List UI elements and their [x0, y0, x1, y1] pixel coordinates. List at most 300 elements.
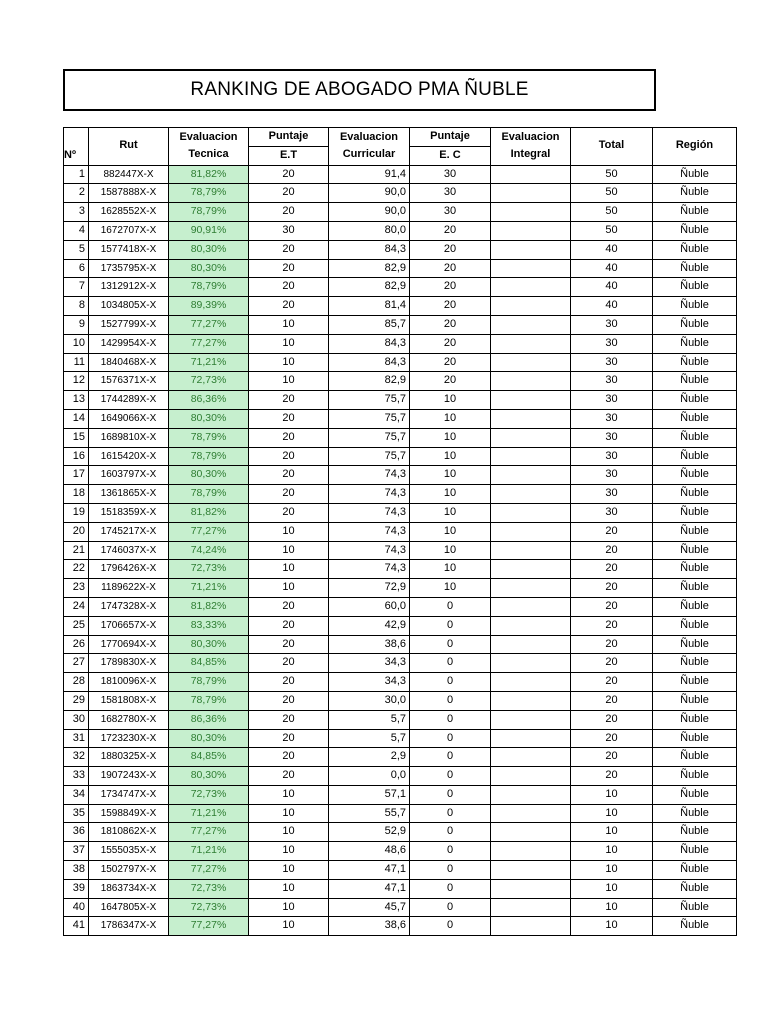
header-eval-curricular-top: Evaluacion	[329, 128, 410, 147]
header-puntaje-et-top: Puntaje	[249, 128, 329, 147]
cell-rut: 1628552X-X	[89, 203, 169, 222]
cell-eval-curricular: 72,9	[329, 579, 410, 598]
cell-no: 11	[64, 353, 89, 372]
cell-rut: 1770694X-X	[89, 635, 169, 654]
cell-eval-curricular: 5,7	[329, 710, 410, 729]
cell-eval-integral	[491, 597, 571, 616]
cell-no: 35	[64, 804, 89, 823]
cell-rut: 1723230X-X	[89, 729, 169, 748]
cell-region: Ñuble	[653, 861, 737, 880]
cell-rut: 1880325X-X	[89, 748, 169, 767]
cell-total: 20	[571, 654, 653, 673]
cell-region: Ñuble	[653, 560, 737, 579]
cell-total: 30	[571, 334, 653, 353]
table-row	[64, 597, 737, 616]
header-eval-curricular-bottom: Curricular	[329, 146, 410, 165]
cell-region: Ñuble	[653, 409, 737, 428]
table-row	[64, 710, 737, 729]
cell-region: Ñuble	[653, 503, 737, 522]
cell-total: 10	[571, 785, 653, 804]
cell-no: 15	[64, 428, 89, 447]
cell-rut: 1706657X-X	[89, 616, 169, 635]
table-row	[64, 203, 737, 222]
cell-total: 20	[571, 729, 653, 748]
cell-region: Ñuble	[653, 898, 737, 917]
cell-eval-tecnica: 77,27%	[169, 917, 249, 936]
cell-eval-tecnica: 89,39%	[169, 297, 249, 316]
cell-puntaje-et: 20	[249, 748, 329, 767]
cell-region: Ñuble	[653, 221, 737, 240]
table-row	[64, 221, 737, 240]
cell-eval-curricular: 81,4	[329, 297, 410, 316]
cell-puntaje-ec: 0	[410, 673, 491, 692]
header-eval-integral-bottom: Integral	[491, 146, 571, 165]
cell-eval-curricular: 90,0	[329, 203, 410, 222]
cell-eval-tecnica: 71,21%	[169, 579, 249, 598]
cell-rut: 1682780X-X	[89, 710, 169, 729]
cell-total: 40	[571, 240, 653, 259]
cell-eval-tecnica: 83,33%	[169, 616, 249, 635]
table-row	[64, 673, 737, 692]
table-row	[64, 898, 737, 917]
cell-total: 30	[571, 391, 653, 410]
cell-puntaje-et: 10	[249, 353, 329, 372]
cell-eval-integral	[491, 203, 571, 222]
cell-puntaje-et: 20	[249, 278, 329, 297]
cell-eval-integral	[491, 842, 571, 861]
cell-total: 10	[571, 861, 653, 880]
page-title: RANKING DE ABOGADO PMA ÑUBLE	[63, 69, 656, 111]
cell-region: Ñuble	[653, 597, 737, 616]
cell-puntaje-ec: 0	[410, 635, 491, 654]
table-row	[64, 184, 737, 203]
cell-rut: 1734747X-X	[89, 785, 169, 804]
cell-puntaje-et: 20	[249, 165, 329, 184]
cell-no: 5	[64, 240, 89, 259]
cell-total: 20	[571, 635, 653, 654]
cell-puntaje-et: 20	[249, 691, 329, 710]
cell-puntaje-et: 20	[249, 240, 329, 259]
cell-eval-integral	[491, 221, 571, 240]
cell-eval-curricular: 42,9	[329, 616, 410, 635]
cell-region: Ñuble	[653, 616, 737, 635]
cell-region: Ñuble	[653, 635, 737, 654]
cell-no: 23	[64, 579, 89, 598]
cell-eval-integral	[491, 485, 571, 504]
cell-puntaje-ec: 10	[410, 579, 491, 598]
cell-eval-integral	[491, 560, 571, 579]
cell-puntaje-ec: 0	[410, 879, 491, 898]
cell-region: Ñuble	[653, 240, 737, 259]
cell-eval-curricular: 75,7	[329, 409, 410, 428]
cell-eval-integral	[491, 654, 571, 673]
table-row	[64, 165, 737, 184]
cell-total: 10	[571, 917, 653, 936]
cell-no: 37	[64, 842, 89, 861]
cell-total: 10	[571, 842, 653, 861]
cell-eval-tecnica: 80,30%	[169, 259, 249, 278]
cell-region: Ñuble	[653, 579, 737, 598]
cell-eval-tecnica: 78,79%	[169, 184, 249, 203]
cell-eval-curricular: 84,3	[329, 334, 410, 353]
cell-rut: 1576371X-X	[89, 372, 169, 391]
cell-region: Ñuble	[653, 485, 737, 504]
cell-total: 10	[571, 804, 653, 823]
header-eval-integral-top: Evaluacion	[491, 128, 571, 147]
cell-region: Ñuble	[653, 804, 737, 823]
cell-puntaje-ec: 0	[410, 691, 491, 710]
cell-puntaje-ec: 10	[410, 428, 491, 447]
cell-puntaje-ec: 0	[410, 597, 491, 616]
cell-region: Ñuble	[653, 729, 737, 748]
cell-eval-tecnica: 86,36%	[169, 710, 249, 729]
cell-eval-curricular: 45,7	[329, 898, 410, 917]
cell-eval-integral	[491, 334, 571, 353]
cell-rut: 1810096X-X	[89, 673, 169, 692]
cell-puntaje-ec: 0	[410, 842, 491, 861]
cell-eval-curricular: 34,3	[329, 673, 410, 692]
cell-eval-curricular: 57,1	[329, 785, 410, 804]
header-puntaje-ec-bottom: E. C	[410, 146, 491, 165]
cell-rut: 1840468X-X	[89, 353, 169, 372]
cell-eval-tecnica: 72,73%	[169, 898, 249, 917]
cell-eval-tecnica: 80,30%	[169, 767, 249, 786]
header-eval-tecnica-bottom: Tecnica	[169, 146, 249, 165]
cell-region: Ñuble	[653, 334, 737, 353]
cell-rut: 1789830X-X	[89, 654, 169, 673]
cell-eval-tecnica: 78,79%	[169, 485, 249, 504]
cell-puntaje-ec: 20	[410, 315, 491, 334]
cell-puntaje-ec: 0	[410, 861, 491, 880]
cell-rut: 1735795X-X	[89, 259, 169, 278]
cell-puntaje-ec: 0	[410, 729, 491, 748]
table-row	[64, 485, 737, 504]
cell-rut: 1587888X-X	[89, 184, 169, 203]
cell-region: Ñuble	[653, 823, 737, 842]
cell-eval-tecnica: 71,21%	[169, 353, 249, 372]
cell-total: 50	[571, 165, 653, 184]
cell-no: 8	[64, 297, 89, 316]
cell-total: 30	[571, 447, 653, 466]
cell-eval-curricular: 74,3	[329, 522, 410, 541]
cell-rut: 1747328X-X	[89, 597, 169, 616]
table-row	[64, 879, 737, 898]
table-row	[64, 804, 737, 823]
cell-region: Ñuble	[653, 691, 737, 710]
cell-eval-tecnica: 84,85%	[169, 654, 249, 673]
cell-eval-curricular: 55,7	[329, 804, 410, 823]
cell-puntaje-et: 20	[249, 428, 329, 447]
cell-puntaje-et: 20	[249, 597, 329, 616]
cell-rut: 1577418X-X	[89, 240, 169, 259]
cell-no: 38	[64, 861, 89, 880]
cell-puntaje-et: 10	[249, 785, 329, 804]
cell-puntaje-et: 10	[249, 842, 329, 861]
cell-eval-curricular: 38,6	[329, 635, 410, 654]
cell-eval-integral	[491, 748, 571, 767]
cell-puntaje-et: 10	[249, 879, 329, 898]
table-row	[64, 635, 737, 654]
cell-rut: 1429954X-X	[89, 334, 169, 353]
cell-region: Ñuble	[653, 278, 737, 297]
cell-total: 20	[571, 522, 653, 541]
cell-puntaje-ec: 20	[410, 278, 491, 297]
cell-puntaje-ec: 20	[410, 221, 491, 240]
cell-puntaje-et: 10	[249, 917, 329, 936]
cell-no: 1	[64, 165, 89, 184]
table-row	[64, 353, 737, 372]
cell-eval-tecnica: 84,85%	[169, 748, 249, 767]
cell-total: 30	[571, 428, 653, 447]
cell-rut: 1672707X-X	[89, 221, 169, 240]
cell-eval-tecnica: 80,30%	[169, 466, 249, 485]
cell-eval-integral	[491, 278, 571, 297]
cell-puntaje-et: 20	[249, 297, 329, 316]
cell-puntaje-ec: 10	[410, 522, 491, 541]
table-row	[64, 748, 737, 767]
cell-region: Ñuble	[653, 315, 737, 334]
cell-puntaje-ec: 20	[410, 353, 491, 372]
cell-total: 30	[571, 466, 653, 485]
cell-eval-integral	[491, 259, 571, 278]
cell-total: 20	[571, 767, 653, 786]
cell-puntaje-ec: 20	[410, 372, 491, 391]
cell-eval-curricular: 75,7	[329, 428, 410, 447]
cell-puntaje-ec: 10	[410, 541, 491, 560]
cell-puntaje-et: 10	[249, 334, 329, 353]
cell-eval-tecnica: 72,73%	[169, 879, 249, 898]
cell-no: 10	[64, 334, 89, 353]
cell-eval-integral	[491, 165, 571, 184]
cell-no: 25	[64, 616, 89, 635]
table-row	[64, 315, 737, 334]
cell-total: 20	[571, 748, 653, 767]
header-puntaje-et-bottom: E.T	[249, 146, 329, 165]
cell-no: 17	[64, 466, 89, 485]
cell-region: Ñuble	[653, 466, 737, 485]
cell-total: 30	[571, 485, 653, 504]
cell-eval-curricular: 84,3	[329, 240, 410, 259]
cell-region: Ñuble	[653, 785, 737, 804]
cell-eval-curricular: 75,7	[329, 391, 410, 410]
cell-no: 7	[64, 278, 89, 297]
cell-eval-tecnica: 78,79%	[169, 278, 249, 297]
cell-rut: 1810862X-X	[89, 823, 169, 842]
cell-eval-curricular: 74,3	[329, 466, 410, 485]
cell-puntaje-et: 20	[249, 503, 329, 522]
cell-puntaje-et: 20	[249, 447, 329, 466]
cell-total: 10	[571, 823, 653, 842]
cell-region: Ñuble	[653, 353, 737, 372]
cell-eval-tecnica: 77,27%	[169, 334, 249, 353]
cell-total: 30	[571, 503, 653, 522]
cell-puntaje-et: 10	[249, 560, 329, 579]
cell-total: 50	[571, 203, 653, 222]
cell-eval-curricular: 75,7	[329, 447, 410, 466]
cell-total: 20	[571, 691, 653, 710]
cell-puntaje-ec: 0	[410, 616, 491, 635]
cell-rut: 1189622X-X	[89, 579, 169, 598]
cell-puntaje-et: 30	[249, 221, 329, 240]
cell-puntaje-ec: 0	[410, 654, 491, 673]
cell-rut: 882447X-X	[89, 165, 169, 184]
cell-puntaje-et: 20	[249, 409, 329, 428]
cell-puntaje-ec: 0	[410, 804, 491, 823]
cell-total: 50	[571, 221, 653, 240]
cell-puntaje-ec: 10	[410, 485, 491, 504]
cell-region: Ñuble	[653, 165, 737, 184]
cell-eval-tecnica: 78,79%	[169, 691, 249, 710]
cell-puntaje-et: 20	[249, 616, 329, 635]
table-row	[64, 541, 737, 560]
cell-eval-curricular: 82,9	[329, 278, 410, 297]
cell-eval-integral	[491, 466, 571, 485]
table-row	[64, 823, 737, 842]
cell-puntaje-ec: 10	[410, 391, 491, 410]
header-puntaje-ec-top: Puntaje	[410, 128, 491, 147]
cell-eval-tecnica: 77,27%	[169, 315, 249, 334]
cell-region: Ñuble	[653, 259, 737, 278]
cell-eval-integral	[491, 823, 571, 842]
cell-eval-integral	[491, 522, 571, 541]
cell-puntaje-ec: 20	[410, 240, 491, 259]
cell-no: 33	[64, 767, 89, 786]
cell-puntaje-et: 10	[249, 372, 329, 391]
cell-eval-tecnica: 74,24%	[169, 541, 249, 560]
cell-no: 18	[64, 485, 89, 504]
header-rut: Rut	[89, 128, 169, 166]
cell-puntaje-ec: 30	[410, 165, 491, 184]
table-row	[64, 842, 737, 861]
cell-eval-tecnica: 86,36%	[169, 391, 249, 410]
cell-eval-tecnica: 71,21%	[169, 804, 249, 823]
cell-puntaje-et: 10	[249, 522, 329, 541]
table-row	[64, 278, 737, 297]
cell-puntaje-et: 20	[249, 654, 329, 673]
cell-eval-tecnica: 72,73%	[169, 560, 249, 579]
cell-eval-integral	[491, 315, 571, 334]
cell-rut: 1502797X-X	[89, 861, 169, 880]
table-row	[64, 560, 737, 579]
cell-puntaje-et: 20	[249, 767, 329, 786]
cell-no: 4	[64, 221, 89, 240]
cell-eval-integral	[491, 804, 571, 823]
cell-eval-curricular: 30,0	[329, 691, 410, 710]
cell-puntaje-et: 20	[249, 259, 329, 278]
table-row	[64, 240, 737, 259]
cell-eval-integral	[491, 767, 571, 786]
table-body	[64, 165, 737, 936]
table-row	[64, 522, 737, 541]
cell-total: 40	[571, 278, 653, 297]
cell-eval-curricular: 48,6	[329, 842, 410, 861]
cell-rut: 1647805X-X	[89, 898, 169, 917]
cell-no: 27	[64, 654, 89, 673]
cell-rut: 1786347X-X	[89, 917, 169, 936]
cell-eval-tecnica: 81,82%	[169, 165, 249, 184]
cell-region: Ñuble	[653, 541, 737, 560]
cell-puntaje-ec: 20	[410, 259, 491, 278]
cell-no: 28	[64, 673, 89, 692]
cell-no: 9	[64, 315, 89, 334]
cell-region: Ñuble	[653, 673, 737, 692]
cell-total: 20	[571, 616, 653, 635]
cell-no: 12	[64, 372, 89, 391]
cell-no: 36	[64, 823, 89, 842]
cell-puntaje-ec: 30	[410, 203, 491, 222]
cell-eval-integral	[491, 673, 571, 692]
cell-rut: 1527799X-X	[89, 315, 169, 334]
cell-puntaje-ec: 10	[410, 560, 491, 579]
cell-eval-curricular: 0,0	[329, 767, 410, 786]
cell-no: 41	[64, 917, 89, 936]
cell-no: 19	[64, 503, 89, 522]
cell-eval-tecnica: 78,79%	[169, 673, 249, 692]
cell-eval-tecnica: 72,73%	[169, 372, 249, 391]
cell-region: Ñuble	[653, 654, 737, 673]
cell-puntaje-et: 10	[249, 315, 329, 334]
cell-no: 29	[64, 691, 89, 710]
cell-no: 16	[64, 447, 89, 466]
cell-eval-tecnica: 72,73%	[169, 785, 249, 804]
cell-no: 30	[64, 710, 89, 729]
cell-region: Ñuble	[653, 391, 737, 410]
cell-puntaje-ec: 10	[410, 409, 491, 428]
cell-puntaje-et: 20	[249, 710, 329, 729]
cell-eval-integral	[491, 785, 571, 804]
cell-puntaje-ec: 10	[410, 466, 491, 485]
table-row	[64, 372, 737, 391]
cell-eval-curricular: 91,4	[329, 165, 410, 184]
cell-eval-tecnica: 77,27%	[169, 522, 249, 541]
cell-eval-tecnica: 80,30%	[169, 635, 249, 654]
cell-eval-curricular: 5,7	[329, 729, 410, 748]
cell-no: 39	[64, 879, 89, 898]
cell-no: 31	[64, 729, 89, 748]
table-row	[64, 447, 737, 466]
cell-puntaje-et: 10	[249, 579, 329, 598]
header-eval-tecnica-top: Evaluacion	[169, 128, 249, 147]
table-row	[64, 391, 737, 410]
cell-eval-tecnica: 81,82%	[169, 503, 249, 522]
cell-eval-tecnica: 77,27%	[169, 823, 249, 842]
table-row	[64, 334, 737, 353]
cell-puntaje-et: 20	[249, 673, 329, 692]
cell-puntaje-ec: 30	[410, 184, 491, 203]
header-total: Total	[571, 128, 653, 166]
header-region: Región	[653, 128, 737, 166]
cell-puntaje-ec: 10	[410, 447, 491, 466]
cell-puntaje-et: 10	[249, 861, 329, 880]
cell-eval-integral	[491, 184, 571, 203]
cell-rut: 1615420X-X	[89, 447, 169, 466]
cell-region: Ñuble	[653, 767, 737, 786]
cell-puntaje-et: 20	[249, 203, 329, 222]
cell-rut: 1745217X-X	[89, 522, 169, 541]
cell-total: 20	[571, 579, 653, 598]
cell-eval-curricular: 82,9	[329, 259, 410, 278]
cell-eval-integral	[491, 409, 571, 428]
cell-rut: 1361865X-X	[89, 485, 169, 504]
cell-rut: 1518359X-X	[89, 503, 169, 522]
cell-eval-curricular: 47,1	[329, 879, 410, 898]
cell-eval-curricular: 84,3	[329, 353, 410, 372]
cell-rut: 1581808X-X	[89, 691, 169, 710]
cell-eval-tecnica: 71,21%	[169, 842, 249, 861]
cell-puntaje-et: 10	[249, 804, 329, 823]
cell-eval-integral	[491, 691, 571, 710]
cell-total: 10	[571, 879, 653, 898]
